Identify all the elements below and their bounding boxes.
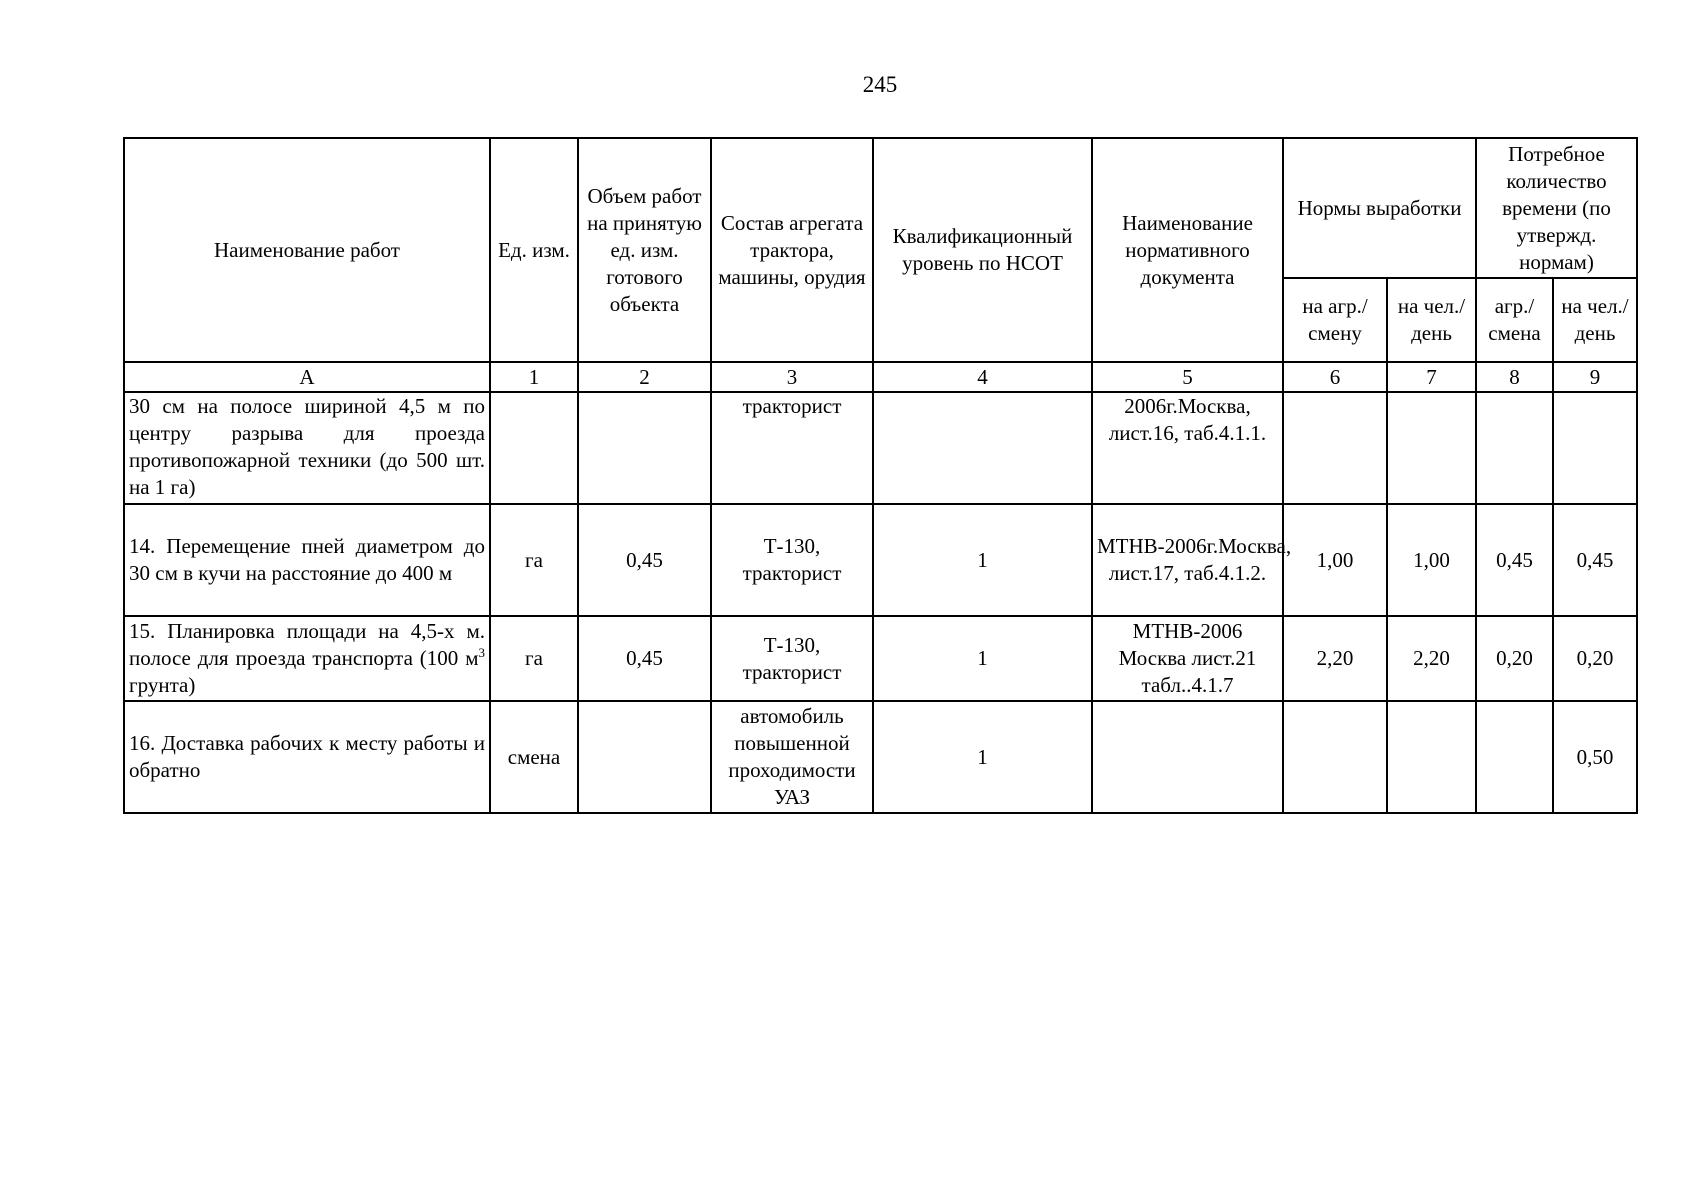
norm-per-unit-shift-cell: 2,20 [1283,616,1387,701]
column-number: 2 [578,362,711,392]
composition-cell: автомобиль повышенной проходимости УАЗ [711,701,873,813]
qualification-cell [873,392,1092,504]
norm-per-person-day-cell: 2,20 [1387,616,1476,701]
table-row [124,504,1637,616]
work-name-cell [124,616,490,701]
header-per-unit-shift: на агр./ смену [1283,278,1387,362]
superscript-exponent: 3 [478,645,485,660]
unit-cell: смена [490,701,578,813]
document-cell: МТНВ-2006г.Москва, лист.17, таб.4.1.2. [1092,504,1283,616]
document-cell: 2006г.Москва, лист.16, таб.4.1.1. [1092,392,1283,504]
norm-per-person-day-cell: 1,00 [1387,504,1476,616]
unit-cell: га [490,616,578,701]
header-unit: Ед. изм. [490,138,578,362]
header-unit-shift: агр./ смена [1476,278,1553,362]
document-cell: МТНВ-2006 Москва лист.21 табл..4.1.7 [1092,616,1283,701]
work-name-text-end: грунта) [129,673,196,697]
header-row [124,138,1637,278]
time-unit-shift-cell: 0,45 [1476,504,1553,616]
header-per-person-day: на чел./ день [1387,278,1476,362]
column-number: 8 [1476,362,1553,392]
work-name-cell: 30 см на полосе шириной 4,5 м по центру разрыва для проезда противопожарной техники (до 500 шт. на 1 га) [124,392,490,504]
volume-cell [578,392,711,504]
norm-per-unit-shift-cell [1283,392,1387,504]
work-norms-table [123,137,1638,814]
norm-per-person-day-cell [1387,392,1476,504]
header-volume: Объем работ на принятую ед. изм. готового объекта [578,138,711,362]
norm-per-unit-shift-cell [1283,701,1387,813]
document-cell [1092,701,1283,813]
page-number: 245 [862,72,898,97]
column-number: 7 [1387,362,1476,392]
header-output-norms: Нормы выработки [1283,138,1476,278]
header-per-person-day-2: на чел./ день [1553,278,1637,362]
composition-cell: тракторист [711,392,873,504]
header-time-needed: Потребное количество времени (по утвержд. нормам) [1476,138,1637,278]
column-number: 6 [1283,362,1387,392]
header-qualification: Квалификационный уровень по НСОТ [873,138,1092,362]
work-name-text: 15. Планировка площади на 4,5-х м. полосе для проезда транспорта (100 м [129,619,485,670]
header-composition: Состав агрегата трактора, машины, орудия [711,138,873,362]
table-row [124,616,1637,701]
qualification-cell: 1 [873,701,1092,813]
volume-cell [578,701,711,813]
volume-cell: 0,45 [578,616,711,701]
norm-per-unit-shift-cell: 1,00 [1283,504,1387,616]
table-row [124,392,1637,504]
time-unit-shift-cell [1476,701,1553,813]
composition-cell: Т-130, тракторист [711,504,873,616]
volume-cell: 0,45 [578,504,711,616]
work-name-cell: 16. Доставка рабочих к месту работы и обратно [124,701,490,813]
header-work-name: Наименование работ [124,138,490,362]
column-number: 9 [1553,362,1637,392]
table-row [124,701,1637,813]
column-number-row [124,362,1637,392]
time-unit-shift-cell [1476,392,1553,504]
time-person-day-cell: 0,45 [1553,504,1637,616]
work-name-cell: 14. Перемещение пней диаметром до 30 см в кучи на расстояние до 400 м [124,504,490,616]
qualification-cell: 1 [873,504,1092,616]
time-person-day-cell [1553,392,1637,504]
qualification-cell: 1 [873,616,1092,701]
time-unit-shift-cell: 0,20 [1476,616,1553,701]
unit-cell: га [490,504,578,616]
norm-per-person-day-cell [1387,701,1476,813]
column-number: А [124,362,490,392]
column-number: 3 [711,362,873,392]
column-number: 1 [490,362,578,392]
header-normative-document: Наименование нормативного документа [1092,138,1283,362]
column-number: 5 [1092,362,1283,392]
time-person-day-cell: 0,50 [1553,701,1637,813]
unit-cell [490,392,578,504]
time-person-day-cell: 0,20 [1553,616,1637,701]
composition-cell: Т-130, тракторист [711,616,873,701]
column-number: 4 [873,362,1092,392]
